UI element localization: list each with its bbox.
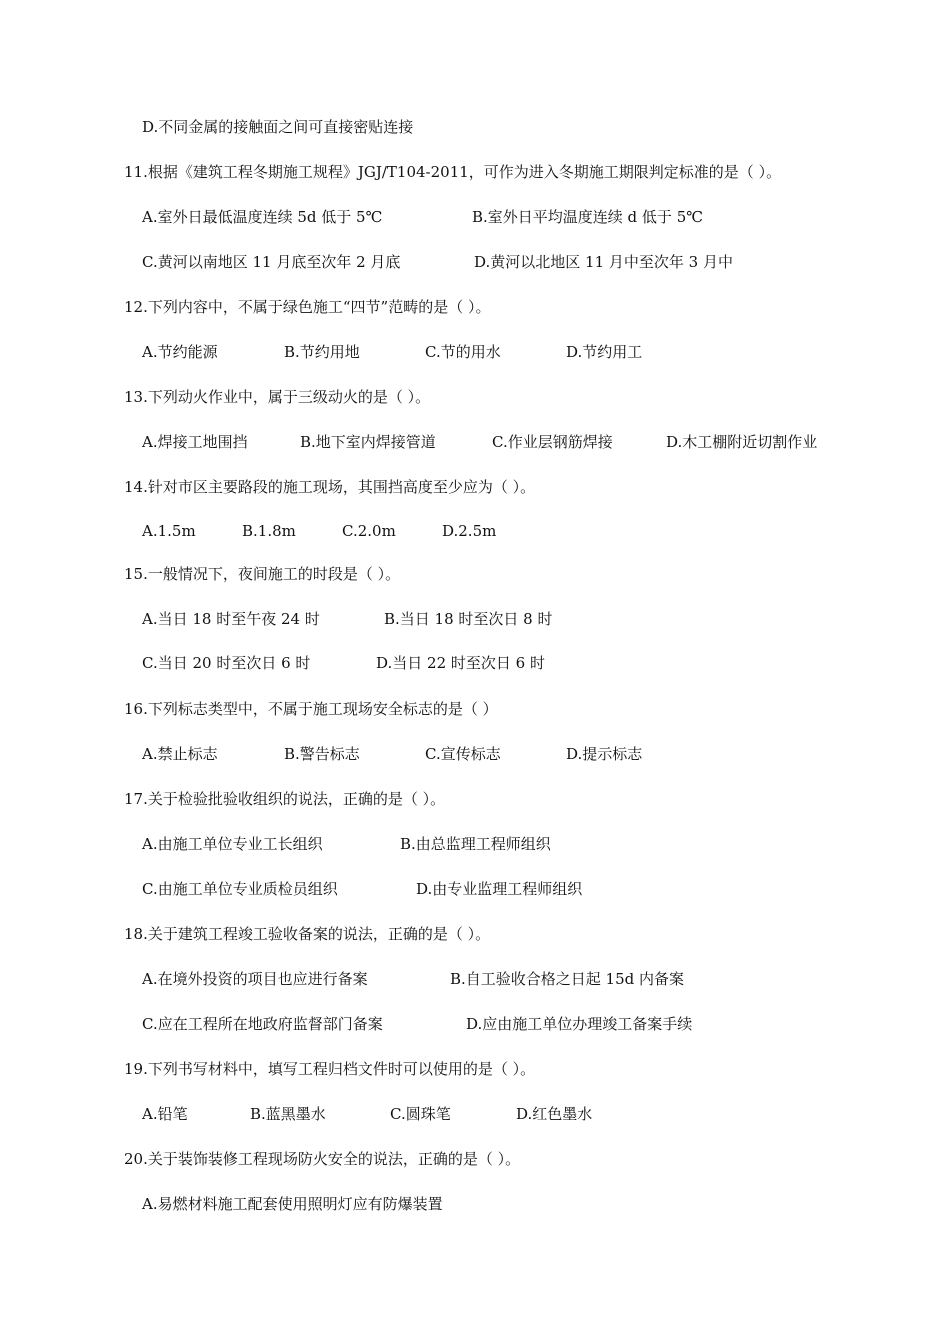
q13-option-c: C.作业层钢筋焊接 xyxy=(492,433,613,451)
q18-option-d: D.应由施工单位办理竣工备案手续 xyxy=(466,1015,693,1033)
q14-question: 14.针对市区主要路段的施工现场，其围挡高度至少应为（ ）。 xyxy=(124,478,536,496)
q15-question: 15.一般情况下，夜间施工的时段是（ ）。 xyxy=(124,565,401,583)
q15-option-c: C.当日 20 时至次日 6 时 xyxy=(142,654,311,672)
q16-option-d: D.提示标志 xyxy=(566,745,643,763)
q12-option-d: D.节约用工 xyxy=(566,343,643,361)
q12-question: 12.下列内容中，不属于绿色施工“四节”范畴的是（ ）。 xyxy=(124,298,491,316)
q18-option-c: C.应在工程所在地政府监督部门备案 xyxy=(142,1015,383,1033)
q13-option-d: D.木工棚附近切割作业 xyxy=(666,433,818,451)
q17-option-d: D.由专业监理工程师组织 xyxy=(416,880,583,898)
q17-option-c: C.由施工单位专业质检员组织 xyxy=(142,880,338,898)
q15-option-d: D.当日 22 时至次日 6 时 xyxy=(376,654,545,672)
q11-option-b: B.室外日平均温度连续 d 低于 5℃ xyxy=(472,208,704,226)
q14-option-d: D.2.5m xyxy=(442,522,497,540)
q11-question: 11.根据《建筑工程冬期施工规程》JGJ/T104-2011，可作为进入冬期施工期限判定标准的是（ ）。 xyxy=(124,163,782,181)
q10-option-d: D.不同金属的接触面之间可直接密贴连接 xyxy=(142,118,414,136)
q13-option-b: B.地下室内焊接管道 xyxy=(300,433,436,451)
q16-option-b: B.警告标志 xyxy=(284,745,360,763)
q15-option-b: B.当日 18 时至次日 8 时 xyxy=(384,610,553,628)
q11-option-d: D.黄河以北地区 11 月中至次年 3 月中 xyxy=(474,253,733,271)
q18-option-b: B.自工验收合格之日起 15d 内备案 xyxy=(450,970,685,988)
q11-option-c: C.黄河以南地区 11 月底至次年 2 月底 xyxy=(142,253,401,271)
q19-option-d: D.红色墨水 xyxy=(516,1105,593,1123)
q17-option-b: B.由总监理工程师组织 xyxy=(400,835,551,853)
q20-question: 20.关于装饰装修工程现场防火安全的说法，正确的是（ ）。 xyxy=(124,1150,521,1168)
q16-option-a: A.禁止标志 xyxy=(142,745,218,763)
q16-question: 16.下列标志类型中，不属于施工现场安全标志的是（ ） xyxy=(124,700,498,718)
q14-option-c: C.2.0m xyxy=(342,522,396,540)
q12-option-b: B.节约用地 xyxy=(284,343,360,361)
q15-option-a: A.当日 18 时至午夜 24 时 xyxy=(142,610,320,628)
q19-option-a: A.铅笔 xyxy=(142,1105,188,1123)
q18-question: 18.关于建筑工程竣工验收备案的说法，正确的是（ ）。 xyxy=(124,925,491,943)
q17-option-a: A.由施工单位专业工长组织 xyxy=(142,835,323,853)
q12-option-a: A.节约能源 xyxy=(142,343,218,361)
q19-option-c: C.圆珠笔 xyxy=(390,1105,451,1123)
q16-option-c: C.宣传标志 xyxy=(425,745,501,763)
q14-option-b: B.1.8m xyxy=(242,522,296,540)
q19-question: 19.下列书写材料中，填写工程归档文件时可以使用的是（ ）。 xyxy=(124,1060,536,1078)
q20-option-a: A.易燃材料施工配套使用照明灯应有防爆装置 xyxy=(142,1195,443,1213)
q11-option-a: A.室外日最低温度连续 5d 低于 5℃ xyxy=(142,208,383,226)
q13-question: 13.下列动火作业中，属于三级动火的是（ ）。 xyxy=(124,388,431,406)
q12-option-c: C.节的用水 xyxy=(425,343,501,361)
q17-question: 17.关于检验批验收组织的说法，正确的是（ ）。 xyxy=(124,790,446,808)
q18-option-a: A.在境外投资的项目也应进行备案 xyxy=(142,970,368,988)
q14-option-a: A.1.5m xyxy=(142,522,196,540)
q19-option-b: B.蓝黑墨水 xyxy=(250,1105,326,1123)
q13-option-a: A.焊接工地围挡 xyxy=(142,433,248,451)
